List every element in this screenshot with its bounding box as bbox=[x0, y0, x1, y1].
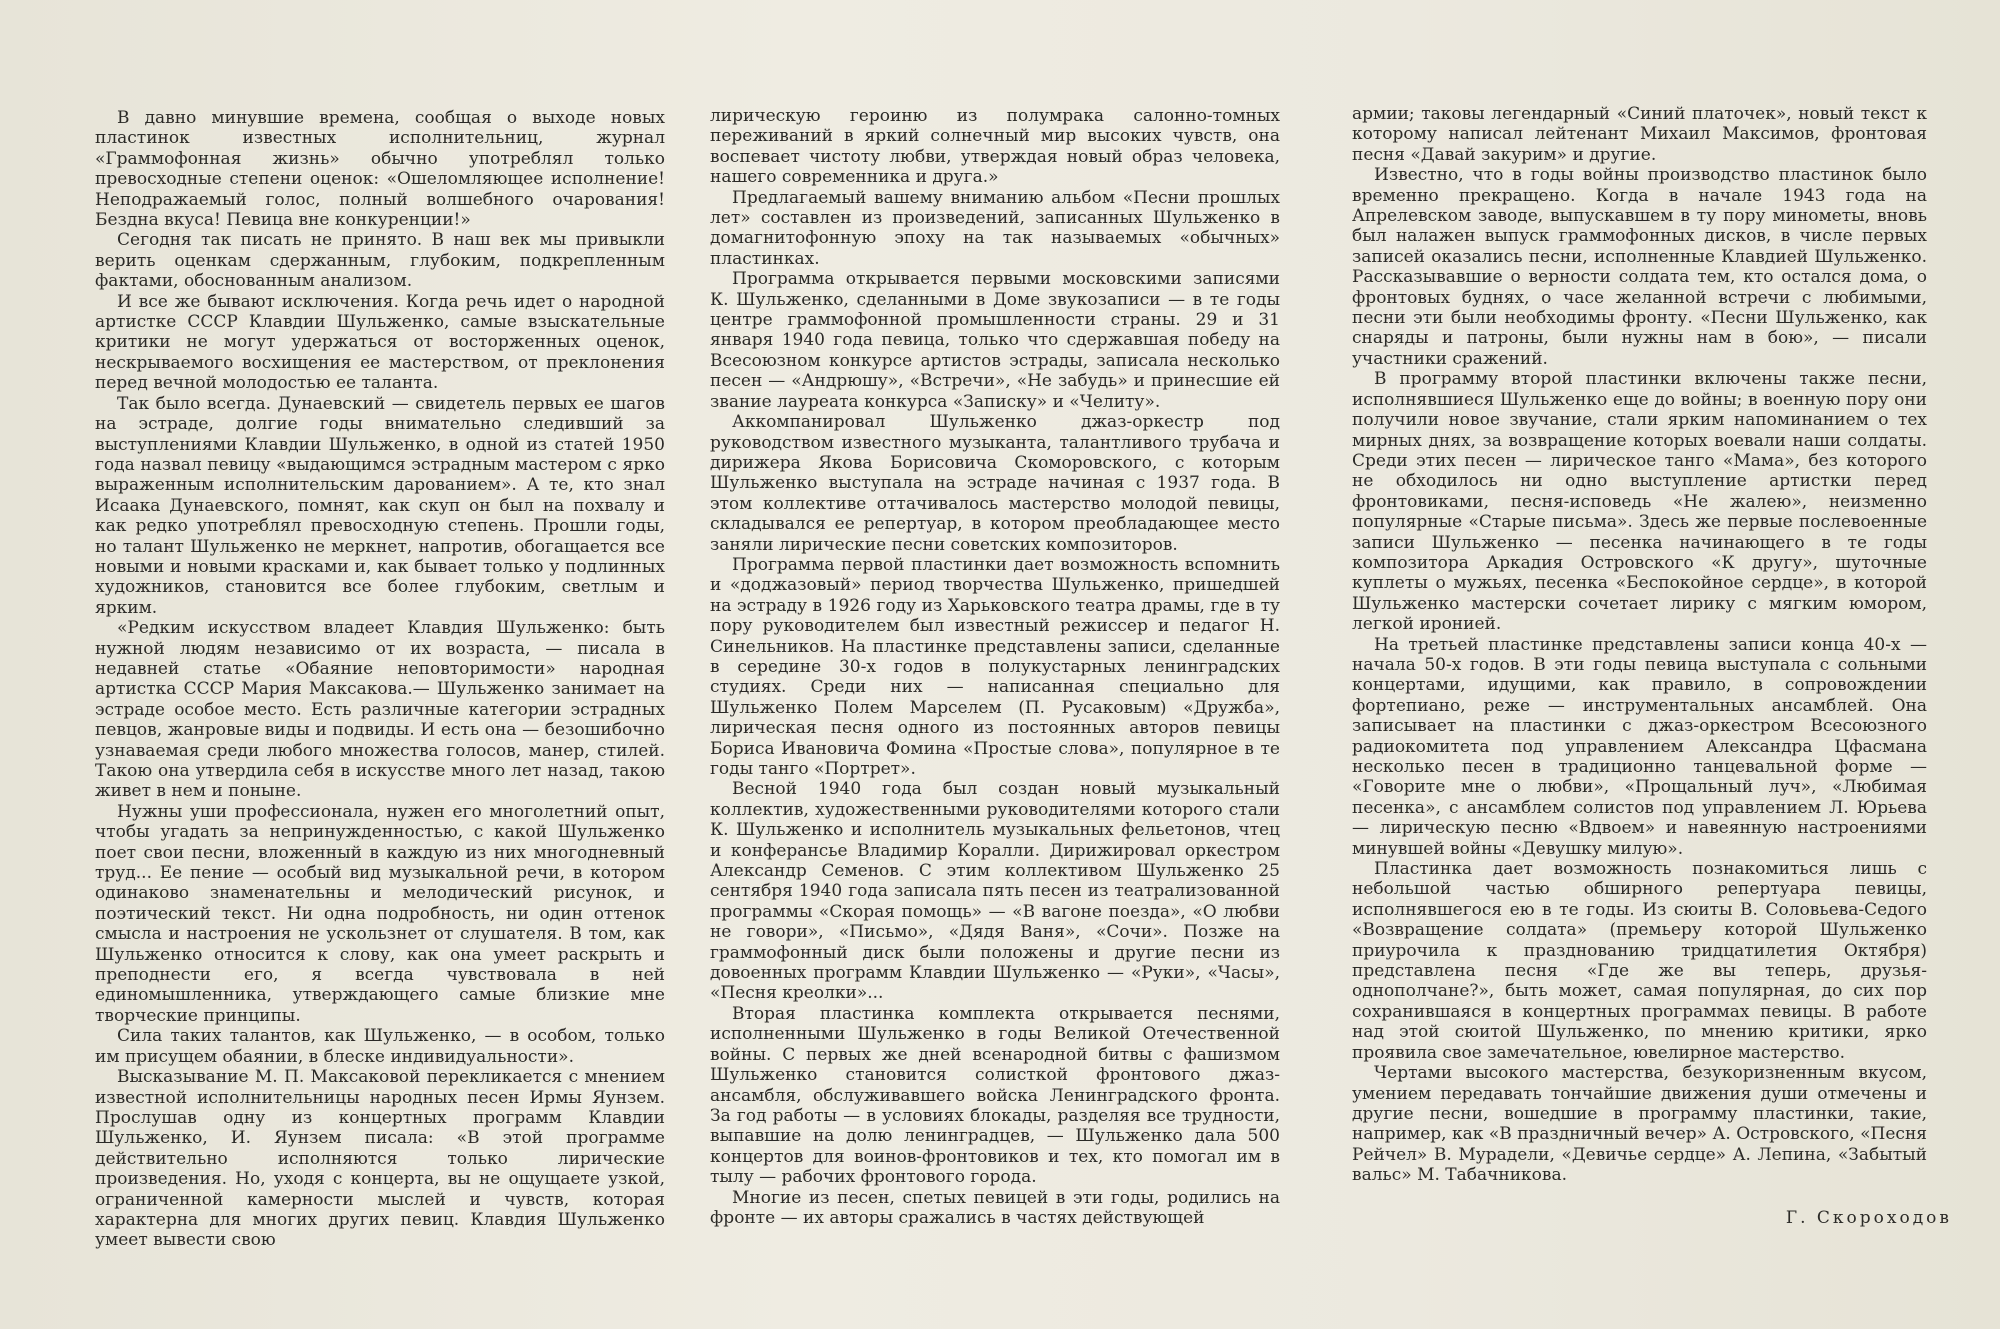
paragraph: Известно, что в годы войны производство пластинок было временно прекращено. Когда в начале 1943 года на Апрелевском заводе, выпускавшем в ту пору минометы, вновь был налажен выпуск граммофонных дисков, в числе первых записей оказались песни, исполненные Клавдией Шульженко. Рассказывавшие о верности солдата тем, кто остался дома, о фронтовых буднях, о часе желанной встречи с любимыми, песни эти были необходимы фронту. «Песни Шульженко, как снаряды и патроны, были нужны нам в бою», — писали участники сражений. bbox=[1352, 165, 1927, 369]
paragraph: На третьей пластинке представлены записи конца 40-х — начала 50-х годов. В эти годы певица выступала с сольными концертами, идущими, как правило, в сопровождении фортепиано, реже — инструментальных ансамблей. Она записывает на пластинки с джаз-оркестром Всесоюзного радиокомитета под управлением Александра Цфасмана несколько песен в традиционно танцевальной форме — «Говорите мне о любви», «Прощальный луч», «Любимая песенка», с ансамблем солистов под управлением Л. Юрьева — лирическую песню «Вдвоем» и навеянную настроениями минувшей войны «Девушку милую». bbox=[1352, 634, 1927, 859]
paragraph: армии; таковы легендарный «Синий платочек», новый текст к которому написал лейтенант Михаил Максимов, фронтовая песня «Давай закурим» и другие. bbox=[1352, 104, 1927, 165]
paragraph: Высказывание М. П. Максаковой перекликается с мнением известной исполнительницы народных песен Ирмы Яунзем. Прослушав одну из концертных программ Клавдии Шульженко, И. Яунзем писала: «В этой программе действительно исполняются только лирические произведения. Но, уходя с концерта, вы не ощущаете узкой, ограниченной камерности мыслей и чувств, которая характерна для многих других певиц. Клавдия Шульженко умеет вывести свою bbox=[95, 1067, 665, 1251]
paragraph: Программа открывается первыми московскими записями К. Шульженко, сделанными в Доме звукозаписи — в те годы центре граммофонной промышленности страны. 29 и 31 января 1940 года певица, только что сдержавшая победу на Всесоюзном конкурсе артистов эстрады, записала несколько песен — «Андрюшу», «Встречи», «Не забудь» и принесшие ей звание лауреата конкурса «Записку» и «Челиту». bbox=[710, 269, 1280, 412]
paragraph: Аккомпанировал Шульженко джаз-оркестр под руководством известного музыканта, талантливого трубача и дирижера Якова Борисовича Скоморовского, с которым Шульженко выступала на эстраде начиная с 1937 года. В этом коллективе оттачивалось мастерство молодой певицы, складывался ее репертуар, в котором преобладающее место заняли лирические песни советских композиторов. bbox=[710, 412, 1280, 555]
paragraph: Вторая пластинка комплекта открывается песнями, исполненными Шульженко в годы Великой Отечественной войны. С первых же дней всенародной битвы с фашизмом Шульженко становится солисткой фронтового джаз-ансамбля, обслуживавшего войска Ленинградского фронта. За год работы — в условиях блокады, разделяя все трудности, выпавшие на долю ленинградцев, — Шульженко дала 500 концертов для воинов-фронтовиков и тех, кто помогал им в тылу — рабочих фронтового города. bbox=[710, 1003, 1280, 1188]
text-column-1 bbox=[95, 108, 665, 1251]
paragraph: Предлагаемый вашему вниманию альбом «Песни прошлых лет» составлен из произведений, записанных Шульженко в домагнитофонную эпоху на так называемых «обычных» пластинках. bbox=[710, 187, 1280, 269]
author-signature: Г. Скороходов bbox=[1785, 1208, 1952, 1228]
paragraph: Чертами высокого мастерства, безукоризненным вкусом, умением передавать тончайшие движения души отмечены и другие песни, вошедшие в программу пластинки, такие, например, как «В праздничный вечер» А. Островского, «Песня Рейчел» В. Мурадели, «Девичье сердце» А. Лепина, «Забытый вальс» М. Табачникова. bbox=[1352, 1063, 1927, 1186]
text-column-2 bbox=[710, 106, 1280, 1228]
paragraph: Нужны уши профессионала, нужен его многолетний опыт, чтобы угадать за непринужденностью, с какой Шульженко поет свои песни, вложенный в каждую из них многодневный труд... Ее пение — особый вид музыкальной речи, в котором одинаково знаменательны и мелодический рисунок, и поэтический текст. Ни одна подробность, ни один оттенок смысла и настроения не ускользнет от слушателя. В том, как Шульженко относится к слову, как она умеет раскрыть и преподнести его, я всегда чувствовала в ней единомышленника, утверждающего самые близкие мне творческие принципы. bbox=[95, 801, 665, 1026]
paragraph: «Редким искусством владеет Клавдия Шульженко: быть нужной людям независимо от их возраста, — писала в недавней статье «Обаяние неповторимости» народная артистка СССР Мария Максакова.— Шульженко занимает на эстраде особое место. Есть различные категории эстрадных певцов, жанровые виды и подвиды. И есть она — безошибочно узнаваемая среди любого множества голосов, манер, стилей. Такою она утвердила себя в искусстве много лет назад, такою живет в нем и поныне. bbox=[95, 618, 665, 802]
paragraph: Весной 1940 года был создан новый музыкальный коллектив, художественными руководителями которого стали К. Шульженко и исполнитель музыкальных фельетонов, чтец и конферансье Владимир Коралли. Дирижировал оркестром Александр Семенов. С этим коллективом Шульженко 25 сентября 1940 года записала пять песен из театрализованной программы «Скорая помощь» — «В вагоне поезда», «О любви не говори», «Письмо», «Дядя Ваня», «Сочи». Позже на граммофонный диск были положены и другие песни из довоенных программ Клавдии Шульженко — «Руки», «Часы», «Песня креолки»... bbox=[710, 779, 1280, 1004]
paragraph: Так было всегда. Дунаевский — свидетель первых ее шагов на эстраде, долгие годы внимательно следивший за выступлениями Клавдии Шульженко, в одной из статей 1950 года назвал певицу «выдающимся эстрадным мастером с ярко выраженным исполнительским дарованием». А те, кто знал Исаака Дунаевского, помнят, как скуп он был на похвалу и как редко употреблял превосходную степень. Прошли годы, но талант Шульженко не меркнет, напротив, обогащается все новыми и новыми красками и, как бывает только у подлинных художников, становится все более глубоким, светлым и ярким. bbox=[95, 393, 665, 618]
text-column-3 bbox=[1352, 104, 1927, 1186]
paragraph: Пластинка дает возможность познакомиться лишь с небольшой частью обширного репертуара певицы, исполнявшегося ею в те годы. Из сюиты В. Соловьева-Седого «Возвращение солдата» (премьеру которой Шульженко приурочила к празднованию тридцатилетия Октября) представлена песня «Где же вы теперь, друзья-однополчане?», быть может, самая популярная, до сих пор сохранившаяся в концертных программах певицы. В работе над этой сюитой Шульженко, по мнению критики, ярко проявила свое замечательное, ювелирное мастерство. bbox=[1352, 859, 1927, 1063]
paragraph: В давно минувшие времена, сообщая о выходе новых пластинок известных исполнительниц, журнал «Граммофонная жизнь» обычно употреблял только превосходные степени оценок: «Ошеломляющее исполнение! Неподражаемый голос, полный волшебного очарования! Бездна вкуса! Певица вне конкуренции!» bbox=[95, 108, 665, 231]
paragraph: Программа первой пластинки дает возможность вспомнить и «доджазовый» период творчества Шульженко, пришедшей на эстраду в 1926 году из Харьковского театра драмы, где в ту пору руководителем был известный режиссер и педагог Н. Синельников. На пластинке представлены записи, сделанные в середине 30-х годов в полукустарных ленинградских студиях. Среди них — написанная специально для Шульженко Полем Марселем (П. Русаковым) «Дружба», лирическая песня одного из постоянных авторов певицы Бориса Ивановича Фомина «Простые слова», популярное в те годы танго «Портрет». bbox=[710, 554, 1280, 779]
paragraph: В программу второй пластинки включены также песни, исполнявшиеся Шульженко еще до войны; в военную пору они получили новое звучание, стали ярким напоминанием о тех мирных днях, за возвращение которых воевали наши солдаты. Среди этих песен — лирическое танго «Мама», без которого не обходилось ни одно выступление артистки перед фронтовиками, песня-исповедь «Не жалею», неизменно популярные «Старые письма». Здесь же первые послевоенные записи Шульженко — песенка начинающего в те годы композитора Аркадия Островского «К другу», шуточные куплеты о мужьях, песенка «Беспокойное сердце», в которой Шульженко мастерски сочетает лирику с мягким юмором, легкой иронией. bbox=[1352, 369, 1927, 635]
paragraph: Многие из песен, спетых певицей в эти годы, родились на фронте — их авторы сражались в частях действующей bbox=[710, 1187, 1280, 1228]
paragraph: И все же бывают исключения. Когда речь идет о народной артистке СССР Клавдии Шульженко, самые взыскательные критики не могут удержаться от восторженных оценок, нескрываемого восхищения ее мастерством, от преклонения перед вечной молодостью ее таланта. bbox=[95, 291, 665, 394]
paragraph: Сегодня так писать не принято. В наш век мы привыкли верить оценкам сдержанным, глубоким, подкрепленным фактами, обоснованным анализом. bbox=[95, 230, 665, 292]
paragraph: лирическую героиню из полумрака салонно-томных переживаний в яркий солнечный мир высоких чувств, она воспевает чистоту любви, утверждая новый образ человека, нашего современника и друга.» bbox=[710, 106, 1280, 188]
paragraph: Сила таких талантов, как Шульженко, — в особом, только им присущем обаянии, в блеске индивидуальности». bbox=[95, 1026, 665, 1067]
